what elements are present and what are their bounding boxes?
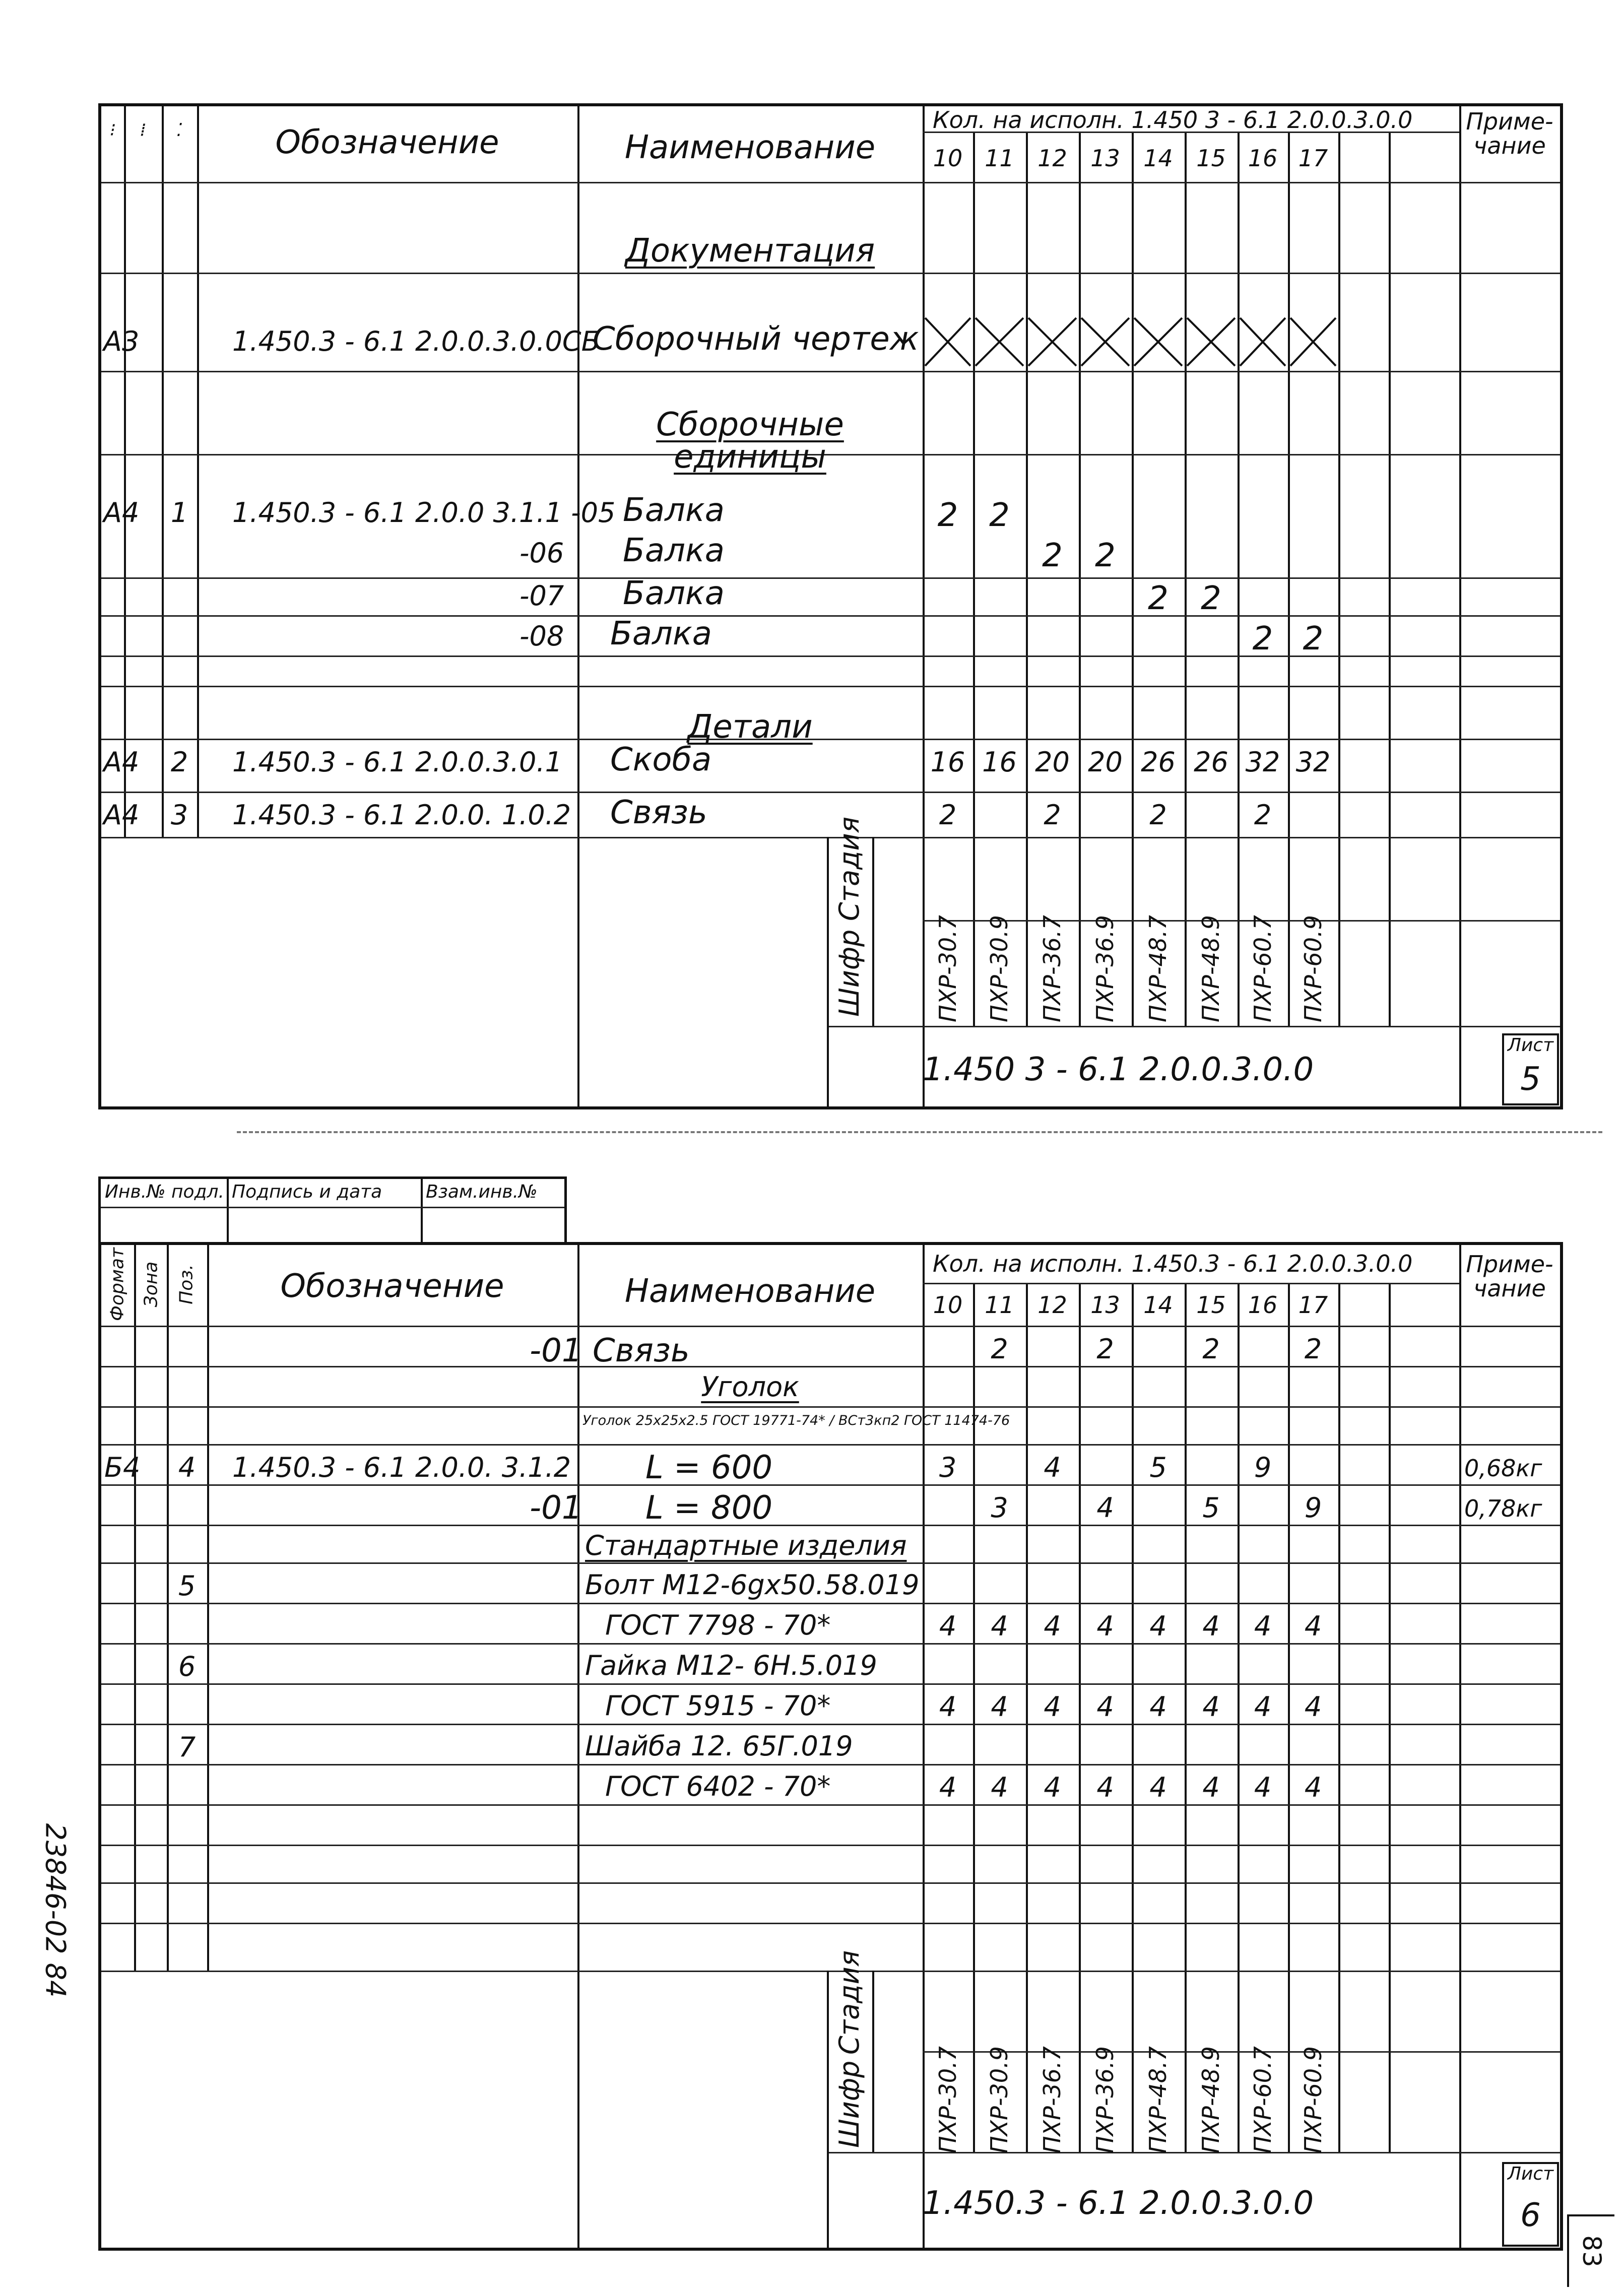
qty-11: 4: [991, 1772, 1008, 1803]
qty-15: 4: [1202, 1610, 1220, 1642]
row-pos: 5: [178, 1570, 196, 1602]
col-designation-header: Обозначение: [275, 124, 499, 161]
cipher-5: ПХР-48.7: [1144, 2046, 1172, 2153]
row-name: L = 600: [645, 1449, 773, 1486]
sheet-label: Лист: [1507, 1035, 1554, 1056]
qty-14: 4: [1149, 1772, 1167, 1803]
qty-12: 4: [1044, 1452, 1061, 1483]
row-name: Уголок: [701, 1371, 799, 1403]
cipher-5: ПХР-48.7: [1144, 915, 1172, 1022]
qty-16: 2: [1252, 620, 1273, 658]
qty-14: 2: [1149, 799, 1167, 831]
stage-label: Стадия: [833, 1950, 865, 2055]
qty-10: 2: [939, 799, 957, 831]
col-qty-title: Кол. на исполн. 1.450 3 - 6.1 2.0.0.3.0.0: [933, 106, 1413, 134]
qty-17: 4: [1304, 1772, 1322, 1803]
col-format-header: Формат: [107, 1247, 128, 1322]
qty-17: 4: [1304, 1610, 1322, 1642]
exec-col-16: 16: [1248, 1291, 1278, 1319]
qty-11: 3: [991, 1492, 1008, 1524]
col-qty-title: Кол. на исполн. 1.450.3 - 6.1 2.0.0.3.0.0: [933, 1250, 1413, 1277]
qty-11: 4: [991, 1610, 1008, 1642]
row-format: А4: [103, 799, 140, 831]
qty-10: 4: [939, 1610, 957, 1642]
spec-sheet-6: [98, 1242, 1563, 2251]
exec-col-11: 11: [985, 145, 1014, 172]
cipher-1: ПХР-30.7: [934, 915, 961, 1022]
qty-10: 2: [937, 497, 958, 534]
qty-11: 16: [982, 746, 1017, 778]
cipher-8: ПХР-60.9: [1300, 915, 1327, 1022]
document-code: 1.450.3 - 6.1 2.0.0.3.0.0: [923, 2185, 1314, 2222]
doc-format: А3: [103, 325, 140, 357]
exec-col-12: 12: [1037, 1291, 1067, 1319]
qty-14: 5: [1149, 1452, 1167, 1483]
row-name: ГОСТ 7798 - 70*: [605, 1609, 831, 1641]
row-format: А4: [103, 746, 140, 778]
col-note-header: Приме- чание: [1466, 1251, 1553, 1302]
row-name: Связь: [610, 794, 707, 831]
row-name: Балка: [623, 575, 725, 612]
row-name: Балка: [623, 492, 725, 529]
exec-col-14: 14: [1143, 145, 1173, 172]
row-name: Балка: [610, 615, 712, 652]
col-zone-header: Зона: [141, 1261, 162, 1307]
row-format: Б4: [104, 1452, 141, 1483]
cipher-2: ПХР-30.9: [986, 2046, 1013, 2153]
row-code: -07: [519, 580, 564, 612]
qty-15: 2: [1202, 1333, 1220, 1365]
header-pos-icon: ⁚: [176, 120, 182, 141]
qty-15: 2: [1201, 580, 1221, 617]
row-code: -08: [519, 620, 564, 652]
cipher-4: ПХР-36.9: [1091, 915, 1119, 1022]
qty-17: 32: [1295, 746, 1331, 778]
row-pos: 6: [178, 1651, 196, 1682]
row-format: А4: [103, 497, 140, 529]
qty-16: 9: [1254, 1452, 1272, 1483]
stamp-sign-label: Подпись и дата: [232, 1182, 382, 1202]
qty-16: 2: [1254, 799, 1272, 831]
exec-col-10: 10: [933, 1291, 963, 1319]
qty-12: 2: [1044, 799, 1061, 831]
row-pos: 4: [178, 1452, 196, 1483]
exec-col-17: 17: [1298, 1291, 1328, 1319]
cipher-8: ПХР-60.9: [1300, 2046, 1327, 2153]
sheet-number: 5: [1520, 1061, 1541, 1098]
col-name-header: Наименование: [624, 129, 876, 166]
qty-16: 32: [1245, 746, 1280, 778]
exec-col-15: 15: [1196, 145, 1226, 172]
exec-col-10: 10: [933, 145, 963, 172]
row-name: Гайка М12- 6Н.5.019: [585, 1650, 877, 1681]
section-assembly-units: Сборочные единицы: [656, 406, 844, 476]
qty-16: 4: [1254, 1691, 1272, 1723]
row-name: Болт М12-6gx50.58.019: [585, 1569, 920, 1601]
spec-sheet-5: [98, 103, 1563, 1109]
qty-12: 4: [1044, 1610, 1061, 1642]
qty-17: 4: [1304, 1691, 1322, 1723]
side-archive-number: 23846-02 84: [39, 1823, 72, 1998]
qty-13: 4: [1096, 1691, 1114, 1723]
header-format-icon: ⁝: [109, 120, 116, 141]
qty-13: 2: [1096, 1333, 1114, 1365]
cipher-3: ПХР-36.7: [1038, 915, 1066, 1022]
section-parts: Детали: [687, 708, 813, 746]
qty-15: 4: [1202, 1691, 1220, 1723]
row-name: L = 800: [645, 1489, 773, 1527]
qty-12: 4: [1044, 1772, 1061, 1803]
qty-12: 20: [1035, 746, 1070, 778]
cipher-7: ПХР-60.7: [1249, 915, 1276, 1022]
qty-15: 26: [1194, 746, 1228, 778]
sheet-label: Лист: [1507, 2164, 1554, 2184]
cipher-7: ПХР-60.7: [1249, 2046, 1276, 2153]
row-pos: 2: [170, 746, 188, 778]
col-name-header: Наименование: [624, 1273, 876, 1310]
cipher-3: ПХР-36.7: [1038, 2046, 1066, 2153]
qty-11: 2: [989, 497, 1010, 534]
row-name: Балка: [623, 532, 725, 569]
qty-17: 9: [1304, 1492, 1322, 1524]
row-pos: 3: [170, 799, 188, 831]
row-name: ГОСТ 5915 - 70*: [605, 1690, 831, 1722]
qty-14: 4: [1149, 1610, 1167, 1642]
qty-10: 4: [939, 1691, 957, 1723]
stamp-inv-label: Инв.№ подл.: [105, 1182, 224, 1202]
document-code: 1.450 3 - 6.1 2.0.0.3.0.0: [923, 1051, 1314, 1088]
qty-14: 4: [1149, 1691, 1167, 1723]
qty-17: 2: [1303, 620, 1324, 658]
qty-17: 2: [1304, 1333, 1322, 1365]
header-zone-icon: ⁞: [140, 120, 146, 141]
qty-14: 26: [1141, 746, 1176, 778]
qty-12: 2: [1042, 537, 1063, 574]
col-pos-header: Поз.: [176, 1264, 197, 1304]
row-pos: 1: [170, 497, 188, 529]
exec-col-17: 17: [1298, 145, 1328, 172]
cipher-6: ПХР-48.9: [1197, 2046, 1224, 2153]
row-name: Шайба 12. 65Г.019: [585, 1730, 853, 1762]
qty-13: 2: [1095, 537, 1116, 574]
qty-11: 2: [991, 1333, 1008, 1365]
qty-13: 20: [1088, 746, 1123, 778]
row-name: Уголок 25x25x2.5 ГОСТ 19771-74* / ВСт3кп2 ГОСТ 11474-76: [582, 1413, 1010, 1428]
row-code: 1.450.3 - 6.1 2.0.0. 3.1.2: [232, 1452, 571, 1483]
row-name: Связь: [593, 1332, 690, 1369]
qty-11: 4: [991, 1691, 1008, 1723]
row-name: Стандартные изделия: [585, 1530, 907, 1561]
exec-col-11: 11: [985, 1291, 1014, 1319]
stage-label: Стадия: [833, 816, 865, 921]
row-code: -01: [530, 1489, 582, 1527]
col-note-header: Приме- чание: [1466, 108, 1553, 160]
exec-col-13: 13: [1090, 145, 1120, 172]
exec-col-13: 13: [1090, 1291, 1120, 1319]
exec-col-16: 16: [1248, 145, 1278, 172]
qty-12: 4: [1044, 1691, 1061, 1723]
qty-10: 16: [930, 746, 965, 778]
corner-page-number: [1567, 2214, 1614, 2287]
qty-10: 4: [939, 1772, 957, 1803]
row-code: 1.450.3 - 6.1 2.0.0.3.0.1: [232, 746, 562, 778]
exec-col-14: 14: [1143, 1291, 1173, 1319]
row-code: 1.450.3 - 6.1 2.0.0. 1.0.2: [232, 799, 571, 831]
exec-col-12: 12: [1037, 145, 1067, 172]
qty-14: 2: [1148, 580, 1168, 617]
row-name: ГОСТ 6402 - 70*: [605, 1771, 831, 1802]
corner-number-text: 83: [1577, 2235, 1606, 2267]
qty-13: 4: [1096, 1610, 1114, 1642]
qty-16: 4: [1254, 1610, 1272, 1642]
qty-10: 3: [939, 1452, 957, 1483]
col-designation-header: Обозначение: [280, 1268, 504, 1305]
qty-16: 4: [1254, 1772, 1272, 1803]
section-documentation: Документация: [625, 232, 875, 270]
sheet-number: 6: [1520, 2197, 1541, 2234]
cipher-6: ПХР-48.9: [1197, 915, 1224, 1022]
cipher-1: ПХР-30.7: [934, 2046, 961, 2153]
cipher-label: Шифр: [833, 929, 865, 1017]
stamp-replace-label: Взам.инв.№: [426, 1182, 538, 1202]
row-code: -06: [519, 537, 564, 569]
qty-15: 4: [1202, 1772, 1220, 1803]
sheet-divider: [237, 1131, 1602, 1133]
doc-code: 1.450.3 - 6.1 2.0.0.3.0.0СБ: [232, 325, 600, 357]
row-code: 1.450.3 - 6.1 2.0.0 3.1.1 -05: [232, 497, 616, 529]
row-pos: 7: [178, 1731, 196, 1763]
sheet-number-box: [1502, 1033, 1559, 1105]
row-code: -01: [530, 1332, 582, 1369]
row-note: 0,78кг: [1464, 1495, 1542, 1522]
qty-13: 4: [1096, 1772, 1114, 1803]
sheet-number-box: [1502, 2162, 1559, 2247]
qty-15: 5: [1202, 1492, 1220, 1524]
qty-13: 4: [1096, 1492, 1114, 1524]
cipher-label: Шифр: [833, 2060, 865, 2148]
exec-col-15: 15: [1196, 1291, 1226, 1319]
row-note: 0,68кг: [1464, 1455, 1542, 1482]
crossed-cells: [923, 313, 1338, 371]
doc-name: Сборочный чертеж: [593, 320, 919, 358]
signature-stamp: [98, 1176, 567, 1245]
row-name: Скоба: [610, 741, 712, 778]
cipher-2: ПХР-30.9: [986, 915, 1013, 1022]
cipher-4: ПХР-36.9: [1091, 2046, 1119, 2153]
